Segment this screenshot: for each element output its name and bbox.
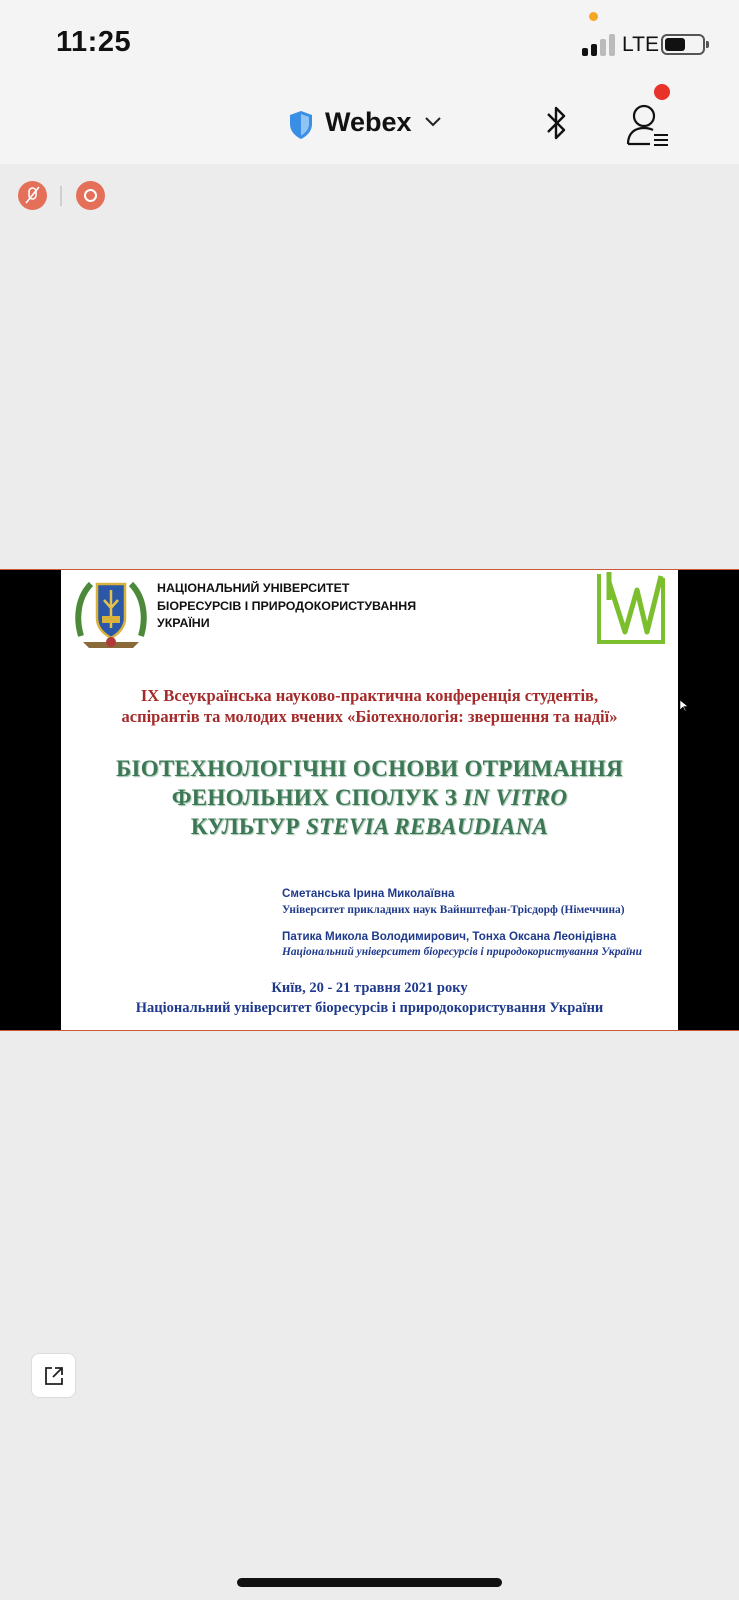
slide-title-line: БІОТЕХНОЛОГІЧНІ ОСНОВИ ОТРИМАННЯ bbox=[115, 756, 624, 781]
bluetooth-icon[interactable] bbox=[542, 102, 570, 144]
battery-icon bbox=[661, 34, 705, 55]
slide-title-italic: IN VITRO bbox=[463, 785, 568, 810]
slide-title-text: КУЛЬТУР bbox=[190, 814, 306, 839]
pointer-cursor-icon bbox=[680, 700, 688, 712]
mic-in-use-dot bbox=[589, 12, 598, 21]
app-title[interactable]: Webex bbox=[325, 107, 412, 137]
external-link-icon bbox=[43, 1365, 65, 1387]
slide-title-line bbox=[61, 814, 678, 840]
notification-badge bbox=[654, 84, 670, 100]
university-name-line: УКРАЇНИ bbox=[157, 616, 210, 630]
author-name: Сметанська Ірина Миколаївна bbox=[282, 887, 455, 900]
status-time: 11:25 bbox=[56, 26, 132, 58]
university-name bbox=[157, 580, 416, 633]
shared-screen bbox=[0, 569, 739, 1031]
conference-line: аспірантів та молодих вчених «Біотехнологія: звершення та надії» bbox=[121, 707, 618, 726]
presentation-slide bbox=[61, 570, 678, 1030]
university-name-line: НАЦІОНАЛЬНИЙ УНІВЕРСИТЕТ bbox=[157, 581, 350, 595]
participants-icon[interactable] bbox=[626, 102, 672, 148]
slide-title-text: ФЕНОЛЬНИХ СПОЛУК З bbox=[171, 785, 464, 810]
slide-title-italic: STEVIA REBAUDIANA bbox=[305, 814, 549, 839]
slide-footer-line: Національний університет біоресурсів і природокористування України bbox=[135, 1000, 604, 1016]
muted-mic-icon[interactable] bbox=[18, 181, 47, 210]
author-affiliation: Національний університет біоресурсів і природокористування України bbox=[282, 946, 642, 958]
recording-icon[interactable] bbox=[76, 181, 105, 210]
university-name-line: БІОРЕСУРСІВ І ПРИРОДОКОРИСТУВАННЯ bbox=[157, 598, 417, 613]
status-bar bbox=[0, 0, 739, 90]
network-type: LTE bbox=[622, 33, 659, 56]
author-name: Патика Микола Володимирович, Тонха Оксана Леонідівна bbox=[282, 930, 617, 943]
meeting-header bbox=[0, 90, 739, 164]
conference-line: IX Всеукраїнська науково-практична конференція студентів, bbox=[140, 686, 599, 705]
shield-icon bbox=[288, 110, 314, 140]
partner-logo-icon bbox=[595, 570, 667, 646]
author-affiliation: Університет прикладних наук Вайнштефан-Трісдорф (Німеччина) bbox=[282, 904, 625, 916]
indicator-divider bbox=[60, 186, 62, 206]
popout-button[interactable] bbox=[31, 1353, 76, 1398]
chevron-down-icon[interactable] bbox=[424, 112, 442, 130]
home-indicator[interactable] bbox=[237, 1578, 502, 1587]
university-crest-icon bbox=[73, 576, 149, 650]
cellular-signal-icon bbox=[582, 34, 616, 56]
slide-title-line bbox=[61, 785, 678, 811]
slide-footer-line: Київ, 20 - 21 травня 2021 року bbox=[271, 980, 468, 996]
